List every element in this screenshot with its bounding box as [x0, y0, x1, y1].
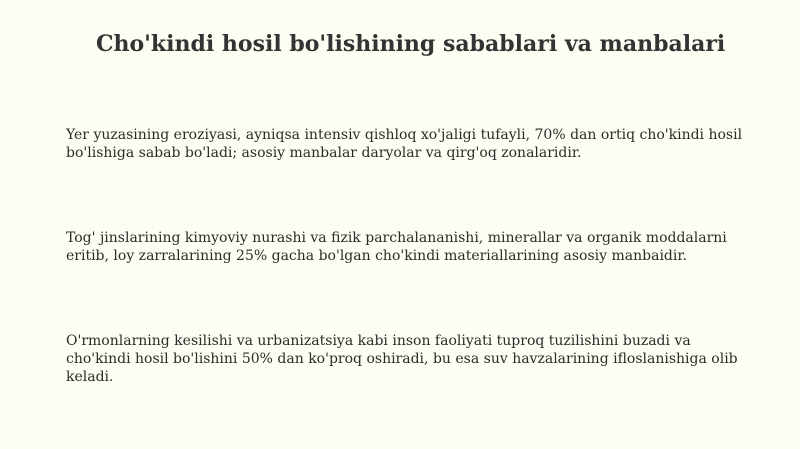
slide-title: Cho'kindi hosil bo'lishining sabablari va manbalari	[96, 31, 726, 57]
paragraph-erosion: Yer yuzasining eroziyasi, ayniqsa intensiv qishloq xo'jaligi tufayli, 70% dan ortiq cho'kindi hosil bo'lishiga sabab bo'ladi; asosiy manbalar daryolar va qirg'oq zonalaridir.	[66, 127, 743, 161]
paragraph-human-activity: O'rmonlarning kesilishi va urbanizatsiya kabi inson faoliyati tuproq tuzilishini buzadi va cho'kindi hosil bo'lishini 50% dan ko'proq oshiradi, bu esa suv havzalarining ifloslanishiga olib keladi.	[66, 333, 738, 385]
paragraph-weathering: Tog' jinslarining kimyoviy nurashi va fizik parchalananishi, minerallar va organik moddalarni eritib, loy zarralarining 25% gacha bo'lgan cho'kindi materiallarining asosiy manbaidir.	[66, 230, 727, 264]
